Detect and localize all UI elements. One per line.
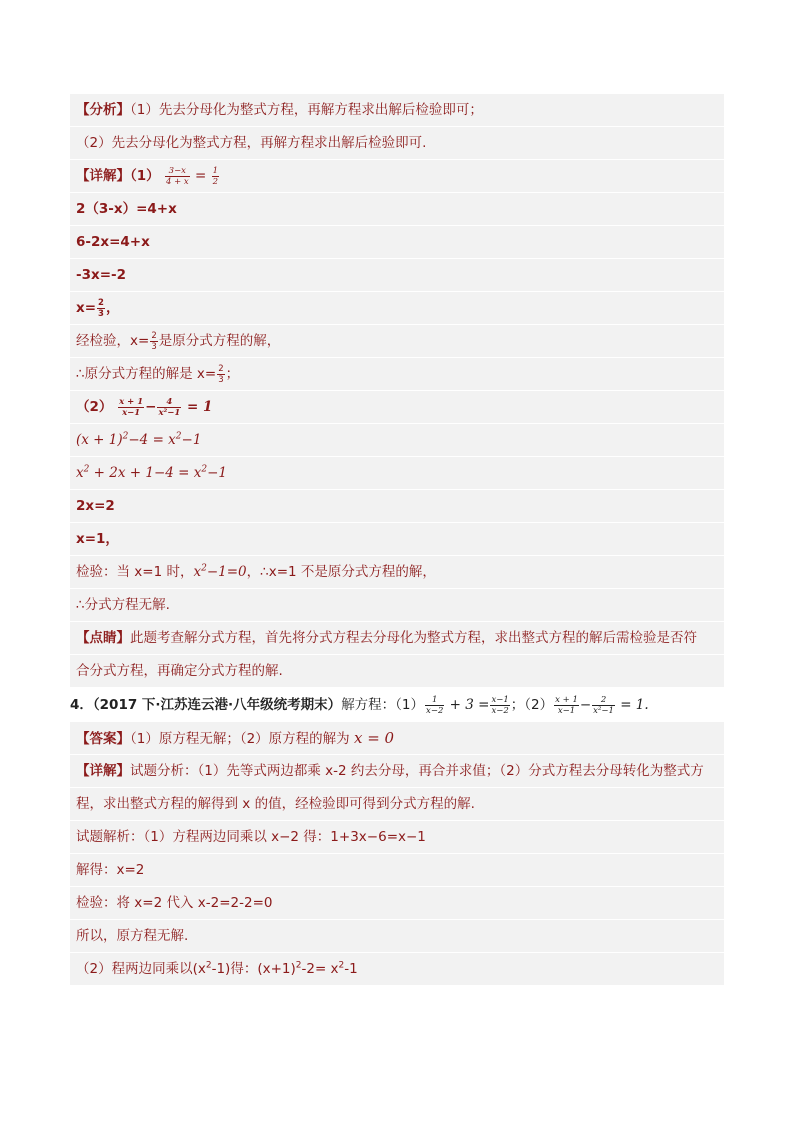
step-line: 2（3-x）=4+x — [70, 193, 724, 226]
analysis-line-1: 【分析】（1）先去分母化为整式方程，再解方程求出解后检验即可； — [70, 94, 724, 127]
detail-line-1: 【详解】试题分析：（1）先等式两边都乘 x-2 约去分母，再合并求值；（2）分式方程去分母转化为整式方 — [70, 755, 724, 788]
solve-line: 试题解析：（1）方程两边同乘以 x−2 得：1+3x−6=x−1 — [70, 821, 724, 854]
analysis-line-2: （2）先去分母化为整式方程，再解方程求出解后检验即可. — [70, 127, 724, 160]
answer-line: 【答案】（1）原方程无解；（2）原方程的解为 x = 0 — [70, 722, 724, 755]
part-2-equation-line: （2） $\frac{x + 1}{x-1}$ − $\frac{4}{\text{x²−1}}$ = 1 — [70, 391, 724, 424]
check-line-2: 检验：当 x=1 时，$x^2-1=0$，∴x=1 不是原分式方程的解， — [70, 556, 724, 589]
question-source: （2017 下·江苏连云港·八年级统考期末） — [92, 697, 342, 713]
solve-line: 解得：x=2 — [70, 854, 724, 887]
question-4-line: 4．（2017 下·江苏连云港·八年级统考期末）解方程：（1） $\frac{1}{x-2}$ + 3 = $\frac{x-1}{x-2}$ ；（2） $\frac{x + 1}{x-1}$ − $\frac{2}{\text{x²−1}}$ = 1. — [70, 695, 649, 716]
detail-tag: 【详解】 — [76, 763, 130, 779]
conclusion-line-2: ∴分式方程无解. — [70, 589, 724, 622]
check-line-1: 经检验，x= $\frac{2}{3}$ 是原分式方程的解， — [70, 325, 724, 358]
step-line: x= $\frac{2}{3}$ ， — [70, 292, 724, 325]
solution-block-2 — [70, 722, 724, 986]
equation-1: $\frac{3-x}{4 + x}$ = $\frac{1}{2}$ — [165, 166, 219, 187]
conclusion-line-1: ∴原分式方程的解是 x= $\frac{2}{3}$ ； — [70, 358, 724, 391]
step-line: x=1， — [70, 523, 724, 556]
comment-line-2: 合分式方程，再确定分式方程的解. — [70, 655, 724, 688]
answer-tag: 【答案】 — [76, 731, 130, 747]
detail-line-2: 程，求出整式方程的解得到 x 的值，经检验即可得到分式方程的解. — [70, 788, 724, 821]
solve-line: 所以，原方程无解. — [70, 920, 724, 953]
detail-line-eq1: 【详解】（1） $\frac{3-x}{4 + x}$ = $\frac{1}{2}$ — [70, 160, 724, 193]
equation-2: $\frac{x + 1}{x-1}$ − $\frac{4}{\text{x²−1}}$ = 1 — [119, 397, 213, 418]
step-line: -3x=-2 — [70, 259, 724, 292]
question-equation-2: $\frac{x + 1}{x-1}$ − $\frac{2}{\text{x²−1}}$ = 1. — [555, 695, 649, 716]
comment-tag: 【点睛】 — [76, 630, 130, 646]
analysis-tag: 【分析】 — [76, 102, 130, 118]
solve-line: （2）程两边同乘以$(x^2-1)$得：$(x+1)^2-2= x^2-1$ — [70, 953, 724, 986]
question-number: 4． — [70, 697, 93, 713]
step-line-math: $x^2 + 2x + 1-4 = x^2-1$ — [70, 457, 724, 490]
question-equation-1: $\frac{1}{x-2}$ + 3 = $\frac{x-1}{x-2}$ — [426, 695, 509, 716]
solve-line: 检验：将 x=2 代入 x-2=2-2=0 — [70, 887, 724, 920]
step-line: 2x=2 — [70, 490, 724, 523]
solution-block-1 — [70, 94, 724, 688]
document-page — [70, 94, 724, 986]
step-line-math: $(x + 1)^2-4 = x^2-1$ — [70, 424, 724, 457]
comment-line-1: 【点睛】此题考查解分式方程，首先将分式方程去分母化为整式方程，求出整式方程的解后需检验是否符 — [70, 622, 724, 655]
step-line: 6-2x=4+x — [70, 226, 724, 259]
